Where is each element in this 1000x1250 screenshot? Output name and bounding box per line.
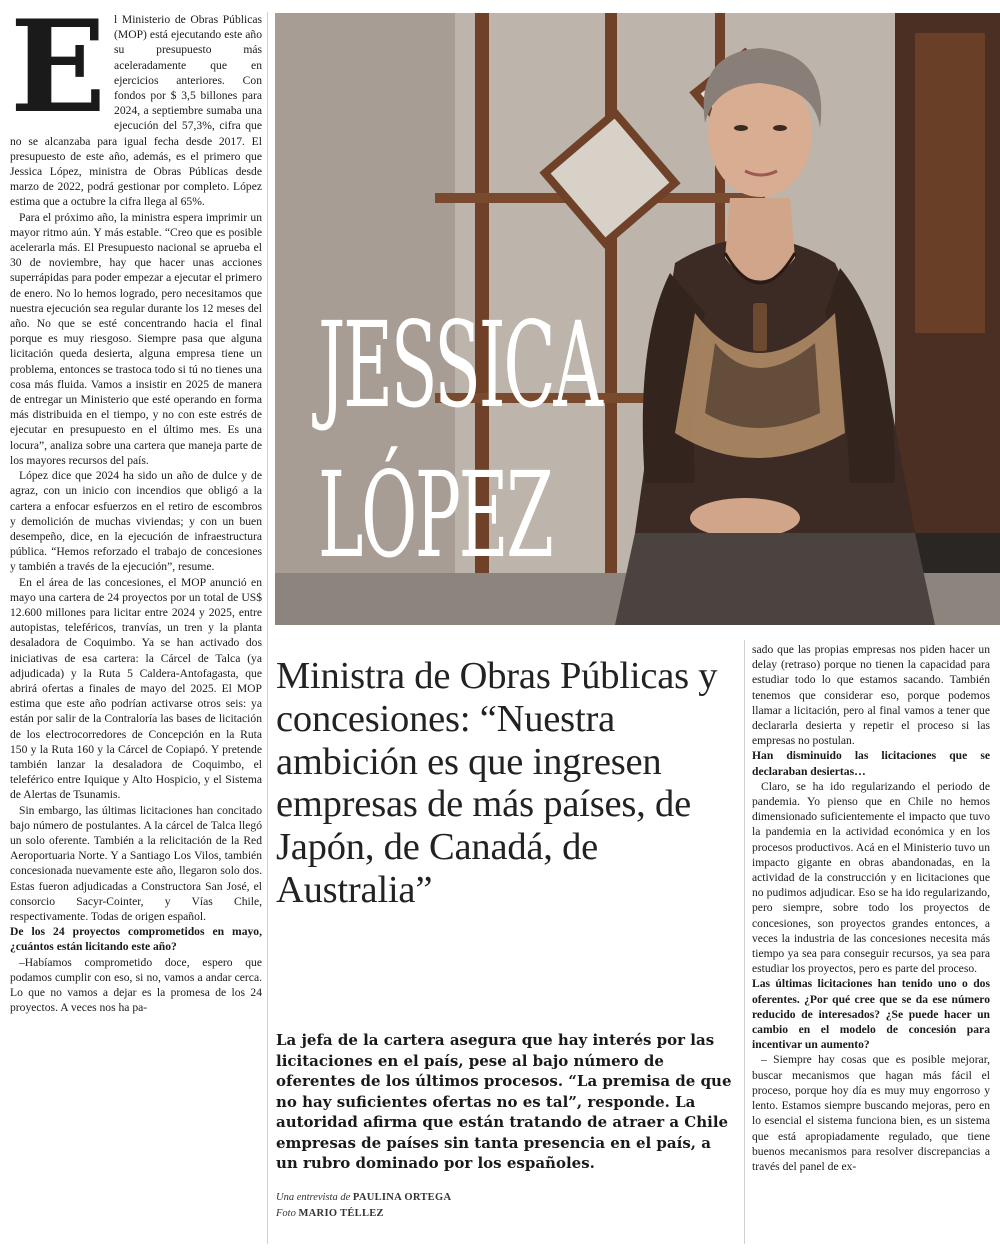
interview-question-1: De los 24 proyectos comprometidos en mayo, ¿cuántos están licitando este año?: [10, 925, 262, 954]
interviewer-name: PAULINA ORTEGA: [352, 1192, 452, 1203]
left-article-column: [10, 12, 262, 1244]
right-paragraph-3: – Siempre hay cosas que es posible mejorar, buscar mecanismos que hagan más fácil el proceso, porque hoy día es muy muy engorroso y lento. Estamos siempre buscando mejoras, pero en lo esencial el sistema funciona bien, es un sistema que está apropiadamente regulado, que tiene buenos mecanismos para resolver discrepancias a través del panel de ex-: [752, 1053, 990, 1173]
right-article-column: [752, 642, 990, 1244]
article-credits: [276, 1190, 576, 1222]
interview-question-2: Han disminuido las licitaciones que se declaraban desiertas…: [752, 749, 990, 778]
interview-credit: [276, 1190, 576, 1206]
article-lede: La jefa de la cartera asegura que hay interés por las licitaciones en el país, pese al bajo número de oferentes de los últimos procesos. “La premisa de que no hay suficientes ofertas no es tal”, responde. La autoridad afirma que están tratando de atraer a Chile empresas de países sin tanta presencia en el país, a un rubro dominado por los españoles.: [276, 1031, 732, 1172]
column-divider-right: [744, 640, 745, 1244]
left-paragraph-answer-1: –Habíamos comprometido doce, espero que podamos cumplir con eso, si no, vamos a andar cerca. Lo que no vamos a dejar es la promesa de los 24 proyectos. A veces nos ha pa-: [10, 955, 262, 1015]
drop-cap-letter: E: [10, 12, 105, 141]
article-subheadline: Ministra de Obras Públicas y concesiones: “Nuestra ambición es que ingresen empresas de más países, de Japón, de Canadá, de Australia”: [276, 655, 718, 911]
left-paragraph-5: Sin embargo, las últimas licitaciones han concitado bajo número de postulantes. A la cárcel de Talca llegó un solo oferente. También a la relicitación de la Red Aeroportuaria Norte. Y a Santiago Los Vilos, también concesionada nuevamente este año, llegaron solo dos. Estas fueron adjudicadas a Constructora San José, el consorcio Sacyr-Cointer, y Vías Chile, respectivamente. Todas de origen español.: [10, 803, 262, 923]
name-second-line: LÓPEZ: [318, 446, 552, 584]
name-first-line: JESSICA: [318, 296, 601, 434]
left-paragraph-3: López dice que 2024 ha sido un año de dulce y de agraz, con un inicio con incendios que obligó a la cartera a enfocar esfuerzos en el retiro de escombros y demolición de muchas viviendas; y con un buen desempeño, dice, en la ejecución de infraestructura pública. “Hemos reforzado el trabajo de concesiones y también a través de la ejecución”, resume.: [10, 469, 262, 574]
interviewee-name: [318, 290, 678, 590]
left-paragraph-2: Para el próximo año, la ministra espera imprimir un mayor ritmo aún. Y más estable. “Creo que es posible acelerarla más. El Presupuesto nacional se aprueba el 30 de noviembre, hay que hacer unas acciones superrápidas para poder empezar a ejecutar el primero de enero. No lo hemos logrado, pero necesitamos que nuestra ejecución sea regular durante los 12 meses del año. No que se esté concentrando hacia el final porque es muy riesgoso. Siempre pasa que alguna licitación queda desierta, alguna empresa tiene un problema, entonces se trastoca todo si tú no tienes una cosa más fluida. Vamos a insistir en 2025 de manera de entregar un Ministerio que esté operando en forma más distribuida en el tiempo, y no con este estrés de ejecutar en presupuesto en el último mes. Es una locura”, analiza sobre una cartera que maneja parte de los mayores recursos del país.: [10, 210, 262, 467]
left-paragraph-4: En el área de las concesiones, el MOP anunció en mayo una cartera de 24 proyectos por un total de US$ 12.600 millones para licitar entre 2024 y 2025, entre autopistas, teleféricos, tranvías, un tren y la planta desaladora de Coquimbo. Ya se han activado dos iniciativas de esa cartera: la Cárcel de Talca (ya adjudicada) y la Ruta 5 Caldera-Antofagasta, que abrirá ofertas a finales de mayo del 2025. El MOP estima que este año podrían activarse otros seis: ya están por salir de la Contraloría las bases de licitación de los electrocorredores de Concepción en la Ruta 150 y la Ruta 160 y la Cárcel de Copiapó. Y pretende también lanzar la desaladora de Coquimbo, el teleférico entre Iquique y Alto Hospicio, y el Sistema de Alertas de Tsunamis.: [10, 575, 262, 802]
interview-question-3: Las últimas licitaciones han tenido uno o dos oferentes. ¿Por qué cree que se da ese número reducido de interesados? ¿Se puede hacer un cambio en el modelo de concesión para incentivar un aumento?: [752, 977, 990, 1052]
photographer-name: MARIO TÉLLEZ: [298, 1208, 384, 1219]
column-divider: [267, 12, 268, 1244]
photo-credit-label: Foto: [276, 1208, 296, 1219]
left-paragraph-1: l Ministerio de Obras Públicas (MOP) está ejecutando este año su presupuesto más aceleradamente que en ejercicios anteriores. Con fondos por $ 3,5 billones para 2024, a septiembre sumaba una ejecución del 57,3%, cifra que no se alcanzaba para igual fecha desde 2017. El presupuesto de este año, además, es el primero que Jessica López, ministra de Obras Públicas desde marzo de 2022, podrá gestionar por completo. López estima que a octubre la cifra llega al 65%.: [10, 13, 262, 209]
photo-credit: [276, 1206, 576, 1222]
interview-credit-label: Una entrevista de: [276, 1192, 351, 1203]
right-paragraph-1: sado que las propias empresas nos piden hacer un delay (retraso) porque no tienen la capacidad para estudiar todo lo que estamos sacando. También tenemos que considerar eso, porque podemos llamar a licitación, pero al final vamos a tener que declararla desierta y repetir el proceso si las empresas no postulan.: [752, 643, 990, 748]
right-paragraph-2: Claro, se ha ido regularizando el periodo de pandemia. Yo pienso que en Chile no hemos dimensionado suficientemente el impacto que tuvo la pandemia en la actividad económica y en los procesos productivos. Acá en el Ministerio tuvo un impacto gigante en obras abandonadas, en la actividad de la construcción y en licitaciones que no pudimos adjudicar. Eso se ha ido regularizando, pero siempre, sobre todo los proyectos de concesiones, son proyectos grandes entonces, a veces la industria de las concesiones necesita más tiempo ya sea para conseguir recursos, ya sea para estudiar los proyectos, pero es parte del proceso.: [752, 779, 990, 976]
